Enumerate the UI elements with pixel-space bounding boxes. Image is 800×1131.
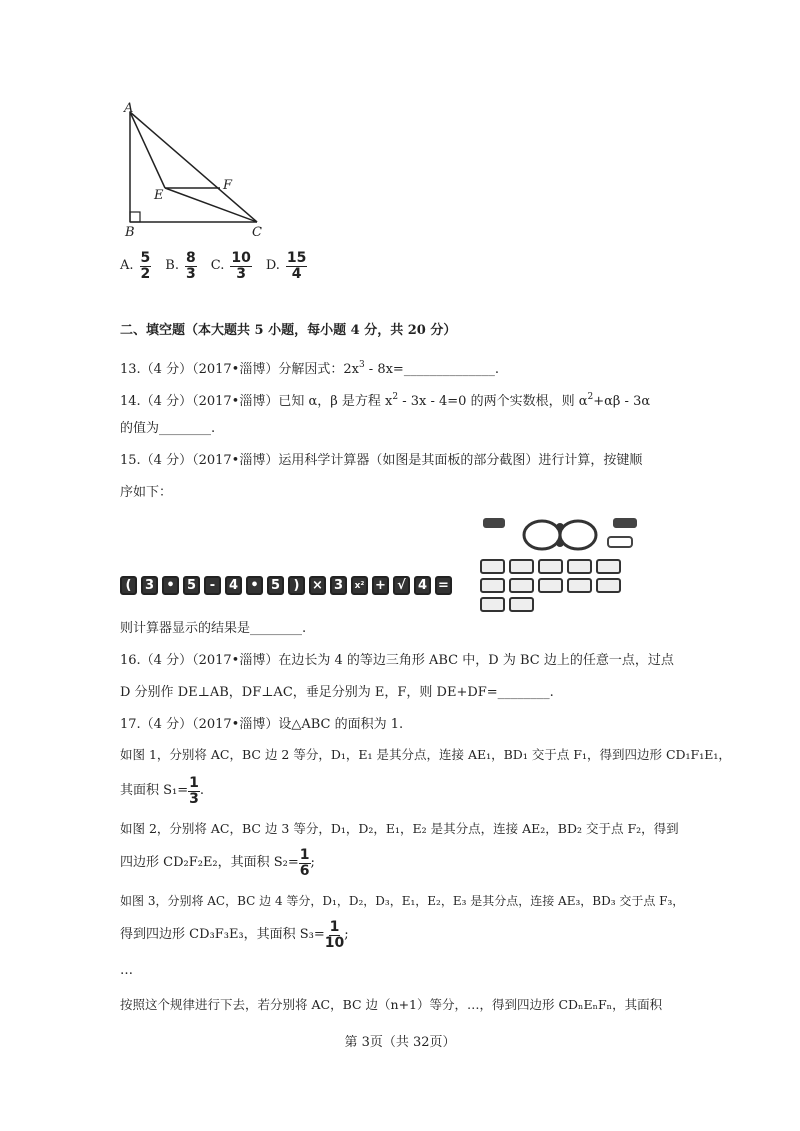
question-15-line2: 序如下：: [120, 485, 173, 500]
question-17-fig2-area: 四边形 CD₂F₂E₂，其面积 S₂= $\frac{1}{6}$ ;: [120, 846, 315, 879]
question-17-last: 按照这个规律进行下去，若分别将 AC，BC 边（n+1）等分，…，得到四边形 CDₙEₙFₙ，其面积: [120, 997, 663, 1012]
key: 4: [414, 576, 431, 595]
page-footer: 第 3页（共 32页）: [344, 1035, 456, 1050]
question-15-line1: 15.（4 分）（2017•淄博）运用科学计算器（如图是其面板的部分截图）进行计算，按键顺: [120, 453, 643, 468]
key: =: [435, 576, 452, 595]
label-a: A: [124, 101, 134, 116]
question-15-result: 则计算器显示的结果是________.: [120, 621, 307, 636]
direction-pad-icon: [478, 513, 643, 553]
key: 5: [267, 576, 284, 595]
key: ): [288, 576, 305, 595]
key: 3: [330, 576, 347, 595]
question-17-ellipsis: …: [120, 963, 133, 978]
question-17-fig1-area: 其面积 S₁= $\frac{1}{3}$ .: [120, 774, 205, 807]
key: •: [162, 576, 179, 595]
choice-b: B. $\frac{8}{3}$: [165, 249, 196, 282]
section-title: 二、填空题（本大题共 5 小题，每小题 4 分，共 20 分）: [120, 323, 457, 338]
key: 3: [141, 576, 158, 595]
label-f: F: [223, 178, 233, 193]
calculator-key-sequence: [120, 576, 456, 595]
key: 4: [225, 576, 242, 595]
label-c: C: [252, 225, 262, 240]
key: x²: [351, 576, 368, 595]
key: (: [120, 576, 137, 595]
question-16-line2: D 分别作 DE⊥AB，DF⊥AC，垂足分别为 E，F，则 DE+DF=________.: [120, 685, 554, 700]
key: 5: [183, 576, 200, 595]
choice-a: A. $\frac{5}{2}$: [120, 249, 151, 282]
calculator-panel-image: [478, 513, 643, 605]
question-14-line1: 14.（4 分）（2017•淄博）已知 α，β 是方程 $x^2 - 3x - 4=0$ 的两个实数根，则 $\alpha^2+\alpha\beta - 3\alpha$: [120, 392, 651, 409]
key: ×: [309, 576, 326, 595]
choice-d: D. $\frac{15}{4}$: [265, 249, 307, 282]
question-13: 13.（4 分）（2017•淄博）分解因式：$2x^3$ - 8x=______________.: [120, 360, 499, 377]
key: -: [204, 576, 221, 595]
question-17-fig3-area: 得到四边形 CD₃F₃E₃，其面积 S₃= $\frac{1}{10}$ ;: [120, 918, 349, 951]
question-17-line1: 17.（4 分）（2017•淄博）设△ABC 的面积为 1.: [120, 717, 404, 732]
question-14-line2: 的值为________.: [120, 421, 216, 436]
key: √: [393, 576, 410, 595]
label-e: E: [154, 188, 164, 203]
choice-c: C. $\frac{10}{3}$: [210, 249, 251, 282]
question-16-line1: 16.（4 分）（2017•淄博）在边长为 4 的等边三角形 ABC 中，D 为 BC 边上的任意一点，过点: [120, 653, 674, 668]
label-b: B: [125, 225, 135, 240]
answer-choices: [120, 246, 307, 286]
question-17-fig3: 如图 3，分别将 AC，BC 边 4 等分，D₁，D₂，D₃，E₁，E₂，E₃ 是其分点，连接 AE₃，BD₃ 交于点 F₃，: [120, 894, 685, 908]
key: +: [372, 576, 389, 595]
triangle-figure: [115, 100, 275, 240]
key: •: [246, 576, 263, 595]
question-17-fig1: 如图 1，分别将 AC，BC 边 2 等分，D₁，E₁ 是其分点，连接 AE₁，BD₁ 交于点 F₁，得到四边形 CD₁F₁E₁，: [120, 747, 731, 762]
question-17-fig2: 如图 2，分别将 AC，BC 边 3 等分，D₁，D₂，E₁，E₂ 是其分点，连接 AE₂，BD₂ 交于点 F₂，得到: [120, 821, 679, 836]
